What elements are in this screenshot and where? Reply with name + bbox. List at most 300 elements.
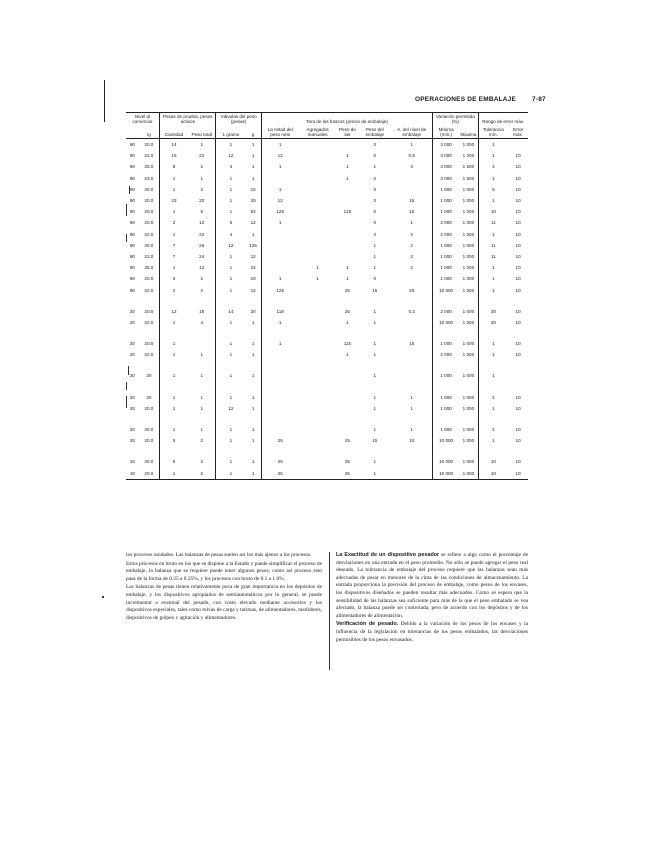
table-row [126,349,528,360]
table-cell: 2 [159,217,188,228]
table-cell: 2 [188,468,216,480]
table-cell: 1 [478,262,508,273]
table-cell [245,361,261,371]
table-cell: 1 [346,319,349,325]
table-cell: 12 [159,306,188,317]
table-cell [261,361,298,371]
table-cell: 2 [200,276,204,282]
table-row [126,229,528,240]
text-column-right [336,552,528,645]
table-cell: 25 [409,287,415,293]
table-cell: 25 [261,468,298,480]
table-cell: 10 [508,468,528,480]
table-cell: 1 [200,175,204,181]
table-cell: 5 [478,184,508,195]
table-cell [298,382,336,392]
margin-rule-top [104,80,105,122]
table-cell [432,446,459,456]
table-cell [459,414,478,424]
table-cell: 1 [251,459,255,465]
table-cell: 25 [344,287,350,293]
table-cell: 1 [159,317,188,328]
table-cell [261,382,298,392]
table-cell: 1 [346,276,349,282]
running-header [415,96,546,103]
table-cell: 12 [250,253,256,259]
table-cell: 0 [373,186,377,192]
paragraph: Estos procesos en bruto en los que se dispone a la Estado y puede simplificar el proceso de embalaje, la balanza que se requiere puede tener algunos pesos; como así proceso esto pasa de la forma de 0.25 a 0.25%, y los procesos con bruto de 0.1 a 1.0%. [126,560,322,582]
table-cell [508,328,528,338]
table-cell [245,328,261,338]
table-cell [139,446,160,456]
table-cell [508,361,528,371]
table-cell: 1 [200,142,204,148]
table-cell [432,382,459,392]
table-cell [298,403,336,414]
table-cell: 1 [159,184,188,195]
table-cell: 0.2 [408,308,415,314]
table-cell [337,240,358,251]
table-row [126,403,528,414]
table-cell [298,306,336,317]
table-row [126,435,528,446]
table-column-header: Cantidad [159,126,188,139]
table-cell: 1 000 [459,468,478,480]
table-cell: 1 [373,253,377,259]
table-cell [261,403,298,414]
table-cell: 1 000 [432,273,459,284]
table-cell [261,349,298,360]
table-cell [298,251,336,262]
table-cell [261,262,298,273]
table-cell: 1 [346,265,349,271]
table-cell [478,361,508,371]
table-cell: 1 000 [462,198,475,204]
paragraph-body: Debido a la variación de los pesos de los envases y la influencia de la legislación en tolerancias de los pesos embalados, las desviaciones permisibles de los pesos envasados. [336,621,528,643]
table-cell: 119 [261,306,298,317]
table-cell: 25 [344,438,350,444]
table-cell: 1 000 [432,403,459,414]
table-cell: 1 500 [462,175,475,181]
table-cell [126,414,139,424]
column-separator [329,552,330,670]
table-cell: 1 000 [462,142,475,148]
table-cell: 1 [216,392,245,403]
table-cell: 1 [346,352,349,358]
table-cell: 1 [200,352,204,358]
table-cell [298,468,336,480]
table-cell: 1 [216,273,245,284]
table-row [126,382,528,392]
table-cell: 25 [344,308,350,314]
table-cell [261,414,298,424]
table-cell [188,328,216,338]
table-column-header: Peso de las [337,126,358,139]
table-cell [298,349,336,360]
table-cell: 20 [129,438,135,444]
table-row [126,414,528,424]
table-cell [337,414,358,424]
table-cell: 20 [250,198,256,204]
table-cell: 20.0 [144,198,154,204]
table-cell [188,446,216,456]
table-cell [245,296,261,306]
table-cell [216,328,245,338]
table-cell: 20 [129,373,135,379]
table-cell: 1 000 [432,195,459,206]
table-column-header: Peso del embalaje [358,126,391,139]
table-cell: 10 [515,186,521,192]
table-column-header: Máxima [459,126,478,139]
table-cell: 1 000 [462,276,475,282]
table-cell [337,392,358,403]
table-cell [391,361,432,371]
table-cell [391,414,432,424]
table-cell: 90 [129,276,135,282]
table-cell: 1 [373,242,377,248]
table-cell [478,328,508,338]
table-cell: 1 [216,285,245,296]
table-cell: 1 000 [462,373,475,379]
table-cell: 2 000 [432,306,459,317]
table-column-header: g [245,126,261,139]
table-cell: 7 [159,251,188,262]
table-cell [298,240,336,251]
table-cell [188,338,216,349]
table-cell: 10 [515,276,521,282]
table-cell: 3 000 [432,139,459,151]
table-cell: 3 [159,273,188,284]
table-cell [298,317,336,328]
table-cell: 3 000 [432,150,459,161]
table-cell: 20 [199,198,205,204]
table-cell: 9 [159,162,188,173]
table-cell: 20.0 [144,319,154,325]
table-cell: 3 000 [432,162,459,173]
table-cell: 2 [200,164,204,170]
table-cell: 1 [261,184,298,195]
table-cell: 10 000 [432,317,459,328]
table-cell: 20.0 [144,209,154,215]
table-cell: 1 [200,373,204,379]
table-subheader-row [126,126,528,139]
table-cell [358,382,391,392]
table-row [126,371,528,382]
table-cell: 1 [410,142,413,148]
table-cell: 26 [199,242,205,248]
table-cell: 10 [515,308,521,314]
table-cell [508,139,528,151]
table-cell [261,392,298,403]
table-cell: 1 [373,341,377,347]
table-cell: 10 [478,206,508,217]
table-cell: 15 [372,287,378,293]
paragraph: Las balanzas de pesas tienen relativamente poca de gran importancia en los depósitos de embalaje, y los dispositivos apropiados de semiautomáticos por lo general, se puede incrementar a eventual del pesado, con costo elevado mediante accesorios y los dispositivos especiales, tales como tolvas de carga y tarimas, de alimentadores, medidores, dispositivos de golpeo y agitación y alimentadores. [126,584,322,621]
table-cell: 1 [373,373,377,379]
table-cell: 1 000 [462,209,475,215]
table-cell: 90 [129,164,135,170]
table-cell: 1 [216,262,245,273]
table-cell: 1 [159,403,188,414]
table-cell [432,296,459,306]
table-cell: 2 [410,242,413,248]
run-in-heading: La Exactitud de un dispositivo pesador [336,552,440,558]
table-cell [261,424,298,435]
table-cell [391,296,432,306]
specification-table [126,112,528,480]
table-group-header: Pesas de prueba, pesos activos [159,113,216,126]
table-cell: 90 [129,175,135,181]
table-cell: 10 [515,164,521,170]
table-cell: 11 [478,217,508,228]
table-cell: 20 [129,394,135,400]
table-cell: 25 [261,456,298,467]
table-cell [337,403,358,414]
table-cell: 20.0 [144,308,154,314]
table-row [126,361,528,371]
table-cell: 22 [199,231,205,237]
table-cell: 20.0 [144,186,154,192]
table-cell [358,361,391,371]
table-cell: 5 [159,456,188,467]
table-cell: 15 [409,198,415,204]
table-cell: 1 [316,265,319,271]
table-cell: 22.0 [144,153,154,159]
table-cell: 20 [129,319,135,325]
table-cell: 10 [515,319,521,325]
table-cell: 0 [373,276,377,282]
table-cell [139,414,160,424]
table-cell: 20.0 [144,287,154,293]
table-cell [337,217,358,228]
table-cell: 25.0 [144,164,154,170]
table-cell [261,173,298,184]
table-cell: 5 [159,435,188,446]
table-cell [459,382,478,392]
table-cell [478,446,508,456]
table-cell: 1 [200,427,204,433]
table-cell [298,435,336,446]
table-cell [188,414,216,424]
table-cell [216,414,245,424]
table-cell [459,446,478,456]
table-row [126,285,528,296]
table-cell: 1 [373,459,377,465]
table-cell: 20.0 [144,341,154,347]
table-cell: 5 [200,209,204,215]
table-row [126,446,528,456]
table-cell: 125 [261,285,298,296]
table-cell [126,296,139,306]
table-cell: 1 000 [462,265,475,271]
table-column-header: Tolerancia mín. [478,126,508,139]
table-cell [216,382,245,392]
table-cell: 1 000 [462,352,475,358]
table-cell: 1 000 [432,240,459,251]
table-row [126,273,528,284]
table-cell [432,328,459,338]
table-cell: 20.0 [144,459,154,465]
table-cell: 1 [216,251,245,262]
table-row [126,424,528,435]
table-cell [298,361,336,371]
table-cell: 1 [261,338,298,349]
table-cell [391,328,432,338]
table-cell: 20 [146,394,152,400]
table-cell: 90 [129,142,135,148]
table-row [126,296,528,306]
table-cell: 1 [159,349,188,360]
table-cell [391,349,432,360]
table-cell: 1 [346,153,349,159]
table-cell: 1 [251,175,255,181]
table-cell: 10 [515,209,521,215]
table-cell: 12 [216,150,245,161]
table-cell [391,317,432,328]
table-cell: 7 [159,240,188,251]
table-cell [298,392,336,403]
table-cell: 10 000 [432,456,459,467]
table-cell: 20.0 [139,468,160,480]
table-cell: 10 [515,175,521,181]
table-cell: 1 [216,435,245,446]
table-cell: 52 [250,209,256,215]
table-cell: 0 [373,198,377,204]
table-cell [459,328,478,338]
table-cell: 12 [199,220,205,226]
table-cell: 1 [216,338,245,349]
table-cell [298,456,336,467]
table-cell: 1 [410,220,413,226]
table-cell: 1 [251,352,255,358]
table-cell: 20 [146,373,152,379]
table-cell: 10 [478,468,508,480]
table-cell: 2 [200,287,204,293]
table-cell: 1 200 [462,153,475,159]
table-cell: 12 [261,195,298,206]
table-cell: 1 [216,139,245,151]
table-cell [432,361,459,371]
table-cell: 1 [245,468,261,480]
table-cell: 1 [251,319,255,325]
table-cell [216,446,245,456]
table-cell: 1 [216,184,245,195]
table-cell: 1 500 [462,164,475,170]
table-cell: 0 [373,142,377,148]
table-cell: 14 [159,139,188,151]
table-cell: 1 [251,405,255,411]
table-cell: 1 [216,195,245,206]
table-cell: 20 [478,306,508,317]
table-cell: 0 [373,175,377,181]
table-cell [337,184,358,195]
table-cell: 20.0 [144,438,154,444]
table-cell: 22 [250,265,256,271]
table-cell: 10 [515,427,521,433]
table-cell [337,195,358,206]
table-cell: 20 [129,341,135,347]
table-cell: 1 [200,394,204,400]
table-cell [298,371,336,382]
table-group-header: Nivel al comerciar [126,113,159,126]
table-cell: 1 [261,139,298,151]
table-cell: 90 [129,198,135,204]
table-cell [261,371,298,382]
table-cell: 1 000 [462,319,475,325]
table-cell: 1 [216,468,245,480]
table-cell [337,296,358,306]
table-column-header: Peso total [188,126,216,139]
table-cell: 4 [216,229,245,240]
table-cell: 12 [250,287,256,293]
table-cell [298,206,336,217]
table-cell: 2 [200,186,204,192]
table-cell: 90 [129,287,135,293]
table-cell [139,382,160,392]
table-cell [188,296,216,306]
table-row [126,240,528,251]
table-cell: 90 [129,231,135,237]
table-cell: 10 [515,459,521,465]
table-cell: 1 [478,285,508,296]
table-cell: 90 [129,265,135,271]
header-title: OPERACIONES DE EMBALAJE [415,96,517,103]
table-cell: 1 [251,142,255,148]
table-cell: 1 000 [432,184,459,195]
table-cell: 1 [478,424,508,435]
table-cell [261,446,298,456]
table-group-header: Rango de error máx. [478,113,528,126]
table-cell [459,361,478,371]
table-cell: 3 000 [432,173,459,184]
table-cell [508,371,528,382]
table-cell: 22.0 [144,253,154,259]
table-cell: 1 000 [462,341,475,347]
table-cell [261,328,298,338]
table-cell [478,296,508,306]
table-cell: 1 [478,150,508,161]
table-cell: 25 [261,435,298,446]
table-cell [216,361,245,371]
table-cell: 2 [373,231,377,237]
table-cell: 20.0 [144,405,154,411]
table-cell: 25 [344,459,350,465]
table-cell [126,361,139,371]
table-cell: 24 [199,253,205,259]
page-number: 7-87 [532,96,546,103]
table-cell: 90 [129,220,135,226]
table-cell: 10 [515,265,521,271]
table-cell [508,382,528,392]
table-body [126,139,528,480]
table-cell: 10 000 [432,468,459,480]
table-cell [159,361,188,371]
table-cell: 1 [159,229,188,240]
table-cell: 1 [216,173,245,184]
table-cell: 1 [251,341,255,347]
table-row [126,173,528,184]
table-column-header: La mitad del peso neto [261,126,298,139]
table-cell: 1 [373,164,377,170]
table-row [126,338,528,349]
table-cell [298,328,336,338]
table-column-header: Error máx. [508,126,528,139]
table-cell [391,468,432,480]
table-cell: 1 [316,276,319,282]
table-cell: 1 [159,371,188,382]
table-cell: 1 [261,317,298,328]
table-cell: 20.0 [144,220,154,226]
